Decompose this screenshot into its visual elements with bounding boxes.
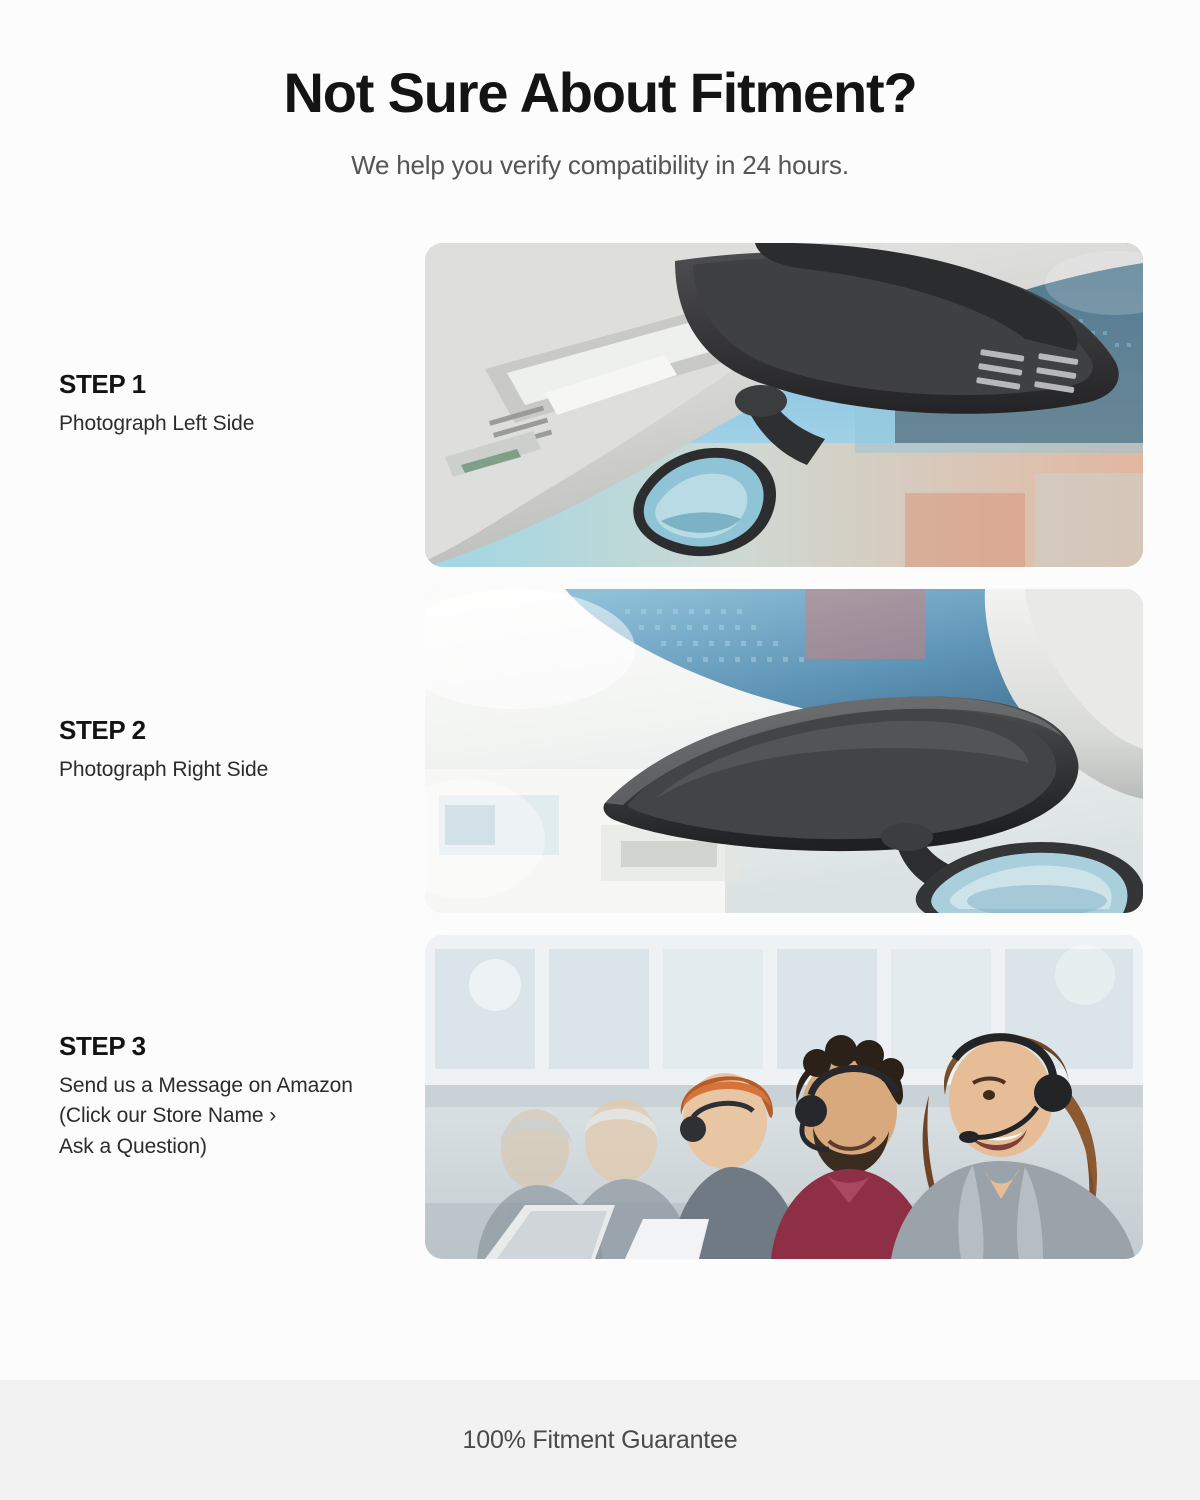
step-3-description <box>59 1071 411 1162</box>
step-1-description-line: Photograph Left Side <box>59 412 255 436</box>
step-2-description <box>59 755 411 785</box>
step-row <box>0 243 1200 567</box>
step-2-text <box>0 715 425 785</box>
step-1-description <box>59 409 411 439</box>
steps-list <box>0 243 1200 1259</box>
step-1-label: STEP 1 <box>59 369 146 400</box>
footer-banner <box>0 1380 1200 1500</box>
step-3-description-line-1: Send us a Message on Amazon <box>59 1073 353 1097</box>
windshield-mirror-mount-left-illustration <box>425 243 1143 567</box>
step-3-label: STEP 3 <box>59 1030 146 1061</box>
step-row <box>0 589 1200 913</box>
page-title: Not Sure About Fitment? <box>283 61 917 124</box>
step-2-description-line: Photograph Right Side <box>59 758 269 782</box>
page-header <box>0 0 1200 181</box>
step-row <box>0 935 1200 1259</box>
page-subtitle: We help you verify compatibility in 24 hours. <box>351 149 849 180</box>
step-3-description-line-3: Ask a Question) <box>59 1134 207 1158</box>
step-3-description-line-2: (Click our Store Name › <box>59 1104 277 1128</box>
step-2-image <box>425 589 1143 913</box>
step-1-image <box>425 243 1143 567</box>
step-2-label: STEP 2 <box>59 715 146 746</box>
step-3-image <box>425 935 1143 1259</box>
step-1-text <box>0 369 425 439</box>
support-team-illustration <box>425 935 1143 1259</box>
windshield-mirror-mount-right-illustration <box>425 589 1143 913</box>
fitment-guarantee-text: 100% Fitment Guarantee <box>462 1425 738 1454</box>
step-3-text <box>0 1031 425 1162</box>
